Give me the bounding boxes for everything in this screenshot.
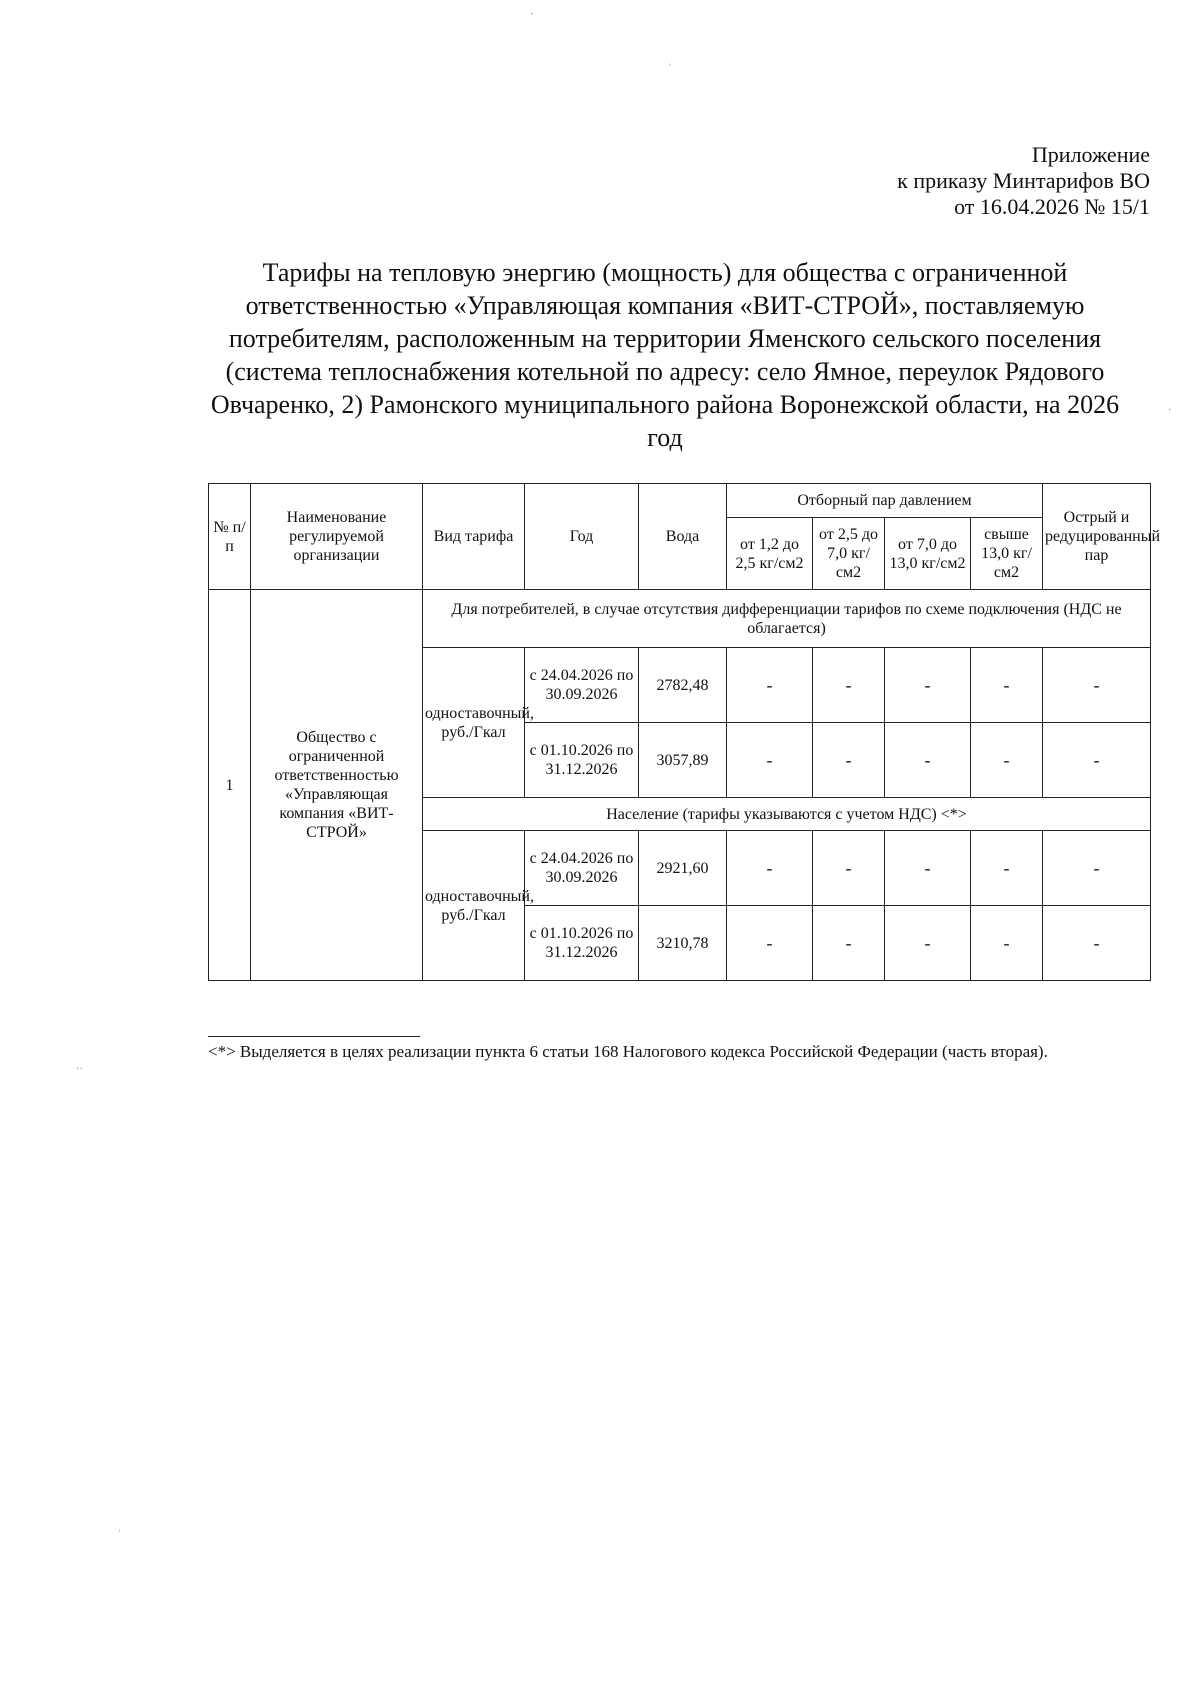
header-year: Год xyxy=(525,484,639,590)
scan-speck: ˒ xyxy=(118,1524,122,1535)
water-value: 3057,89 xyxy=(639,723,727,798)
header-sharp-steam: Острый и редуцированный пар xyxy=(1043,484,1151,590)
steam-1-value: - xyxy=(727,648,813,723)
tariff-table xyxy=(208,483,1161,981)
period: с 24.04.2026 по 30.09.2026 xyxy=(525,648,639,723)
header-water: Вода xyxy=(639,484,727,590)
tariff-type: одноставочный, руб./Гкал xyxy=(423,648,525,798)
steam-3-value: - xyxy=(885,723,971,798)
period: с 01.10.2026 по 31.12.2026 xyxy=(525,723,639,798)
steam-4-value: - xyxy=(971,723,1043,798)
appendix-block xyxy=(897,142,1150,220)
row-number: 1 xyxy=(209,590,251,981)
header-tariff-type: Вид тарифа xyxy=(423,484,525,590)
section-caption-row xyxy=(209,590,1151,648)
steam-2-value: - xyxy=(813,648,885,723)
appendix-line-1: Приложение xyxy=(1031,142,1150,167)
steam-3-value: - xyxy=(885,648,971,723)
section-caption: Для потребителей, в случае отсутствия дифференциации тарифов по схеме подключения (НДС не облагается) xyxy=(423,590,1151,648)
steam-4-value: - xyxy=(971,831,1043,906)
footnote-divider xyxy=(208,1036,420,1037)
footnote: <*> Выделяется в целях реализации пункта 6 статьи 168 Налогового кодекса Российской Федерации (часть вторая). xyxy=(208,1042,1048,1061)
steam-3-value: - xyxy=(885,831,971,906)
steam-2-value: - xyxy=(813,906,885,981)
header-row-1 xyxy=(209,484,1151,518)
water-value: 2782,48 xyxy=(639,648,727,723)
header-steam-group: Отборный пар давлением xyxy=(727,484,1043,518)
scan-speck: ˙ xyxy=(530,12,534,23)
scan-speck: ˒˓ xyxy=(76,1062,83,1073)
period: с 01.10.2026 по 31.12.2026 xyxy=(525,906,639,981)
header-steam-3: от 7,0 до 13,0 кг/см2 xyxy=(885,518,971,590)
steam-4-value: - xyxy=(971,648,1043,723)
header-steam-4: свыше 13,0 кг/см2 xyxy=(971,518,1043,590)
steam-1-value: - xyxy=(727,723,813,798)
steam-2-value: - xyxy=(813,831,885,906)
document-title: Тарифы на тепловую энергию (мощность) для общества с ограниченной ответственностью «Управляющая компания «ВИТ-СТРОЙ», поставляемую потребителям, расположенным на территории Яменского сельского поселения (система теплоснабжения котельной по адресу: село Ямное, переулок Рядового Овчаренко, 2) Рамонского муниципального района Воронежской области, на 2026 год xyxy=(210,258,1120,452)
steam-4-value: - xyxy=(971,906,1043,981)
scan-speck: ˙ xyxy=(1168,408,1172,419)
water-value: 2921,60 xyxy=(639,831,727,906)
header-org: Наименование регулируемой организации xyxy=(251,484,423,590)
steam-3-value: - xyxy=(885,906,971,981)
scan-speck: ˒ xyxy=(668,58,672,69)
header-num: № п/п xyxy=(209,484,251,590)
period: с 24.04.2026 по 30.09.2026 xyxy=(525,831,639,906)
tariff-type: одноставочный, руб./Гкал xyxy=(423,831,525,981)
steam-1-value: - xyxy=(727,906,813,981)
water-value: 3210,78 xyxy=(639,906,727,981)
header-steam-2: от 2,5 до 7,0 кг/см2 xyxy=(813,518,885,590)
sharp-steam-value: - xyxy=(1043,723,1151,798)
steam-2-value: - xyxy=(813,723,885,798)
organization-name: Общество с ограниченной ответственностью «Управляющая компания «ВИТ-СТРОЙ» xyxy=(251,590,423,981)
sharp-steam-value: - xyxy=(1043,648,1151,723)
section-caption: Население (тарифы указываются с учетом НДС) <*> xyxy=(423,798,1151,831)
appendix-line-3: от 16.04.2026 № 15/1 xyxy=(954,194,1150,219)
steam-1-value: - xyxy=(727,831,813,906)
appendix-line-2: к приказу Минтарифов ВО xyxy=(897,168,1150,193)
sharp-steam-value: - xyxy=(1043,906,1151,981)
header-steam-1: от 1,2 до 2,5 кг/см2 xyxy=(727,518,813,590)
sharp-steam-value: - xyxy=(1043,831,1151,906)
